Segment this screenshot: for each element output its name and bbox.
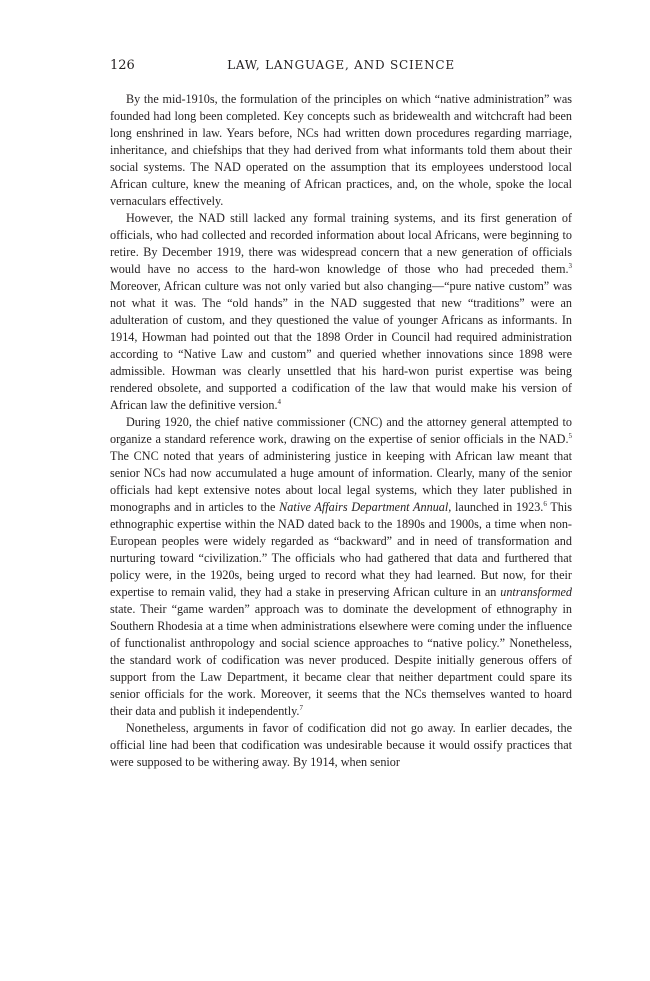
page-number: 126 (110, 58, 135, 73)
page-header (110, 58, 572, 74)
text-run: launched in 1923. (451, 500, 544, 514)
paragraph (110, 210, 572, 414)
body-text (110, 91, 572, 771)
footnote-ref: 7 (299, 704, 303, 712)
paragraph (110, 720, 572, 771)
text-run: Moreover, African culture was not only varied but also changing—“pure native custom” was not what it was. The “old hands” in the NAD suggested that new “traditions” were an adulteration of custom, and they questioned the value of younger Africans as informants. In 1914, Howman had pointed out that the 1898 Order in Council had required administration according to “Native Law and custom” and queried whether innovations since 1898 were admissible. Howman was clearly unsettled that his hard-won purist expertise was being rendered obsolete, and supported a codification of the law that would make his version of African law the definitive version. (110, 279, 572, 412)
footnote-ref: 4 (277, 398, 282, 406)
italic-text: untransformed (500, 585, 572, 599)
running-head: LAW, LANGUAGE, AND SCIENCE (227, 58, 455, 72)
text-run: However, the NAD still lacked any formal training systems, and its first generation of officials, who had collected and recorded information about local Africans, were beginning to retire. By December 1919, there was widespread concern that a new generation of officials would have no access to the hard-won knowledge of those who had preceded them. (110, 211, 572, 276)
footnote-ref: 6 (543, 500, 547, 508)
text-run: The CNC noted that years of administering justice in keeping with African law meant that senior NCs had now accumulated a huge amount of information. Clearly, many of the senior officials had kept extensive notes about local legal systems, which they later published in monographs and in articles to the (110, 449, 572, 514)
paragraph (110, 414, 572, 720)
text-run: By the mid-1910s, the formulation of the principles on which “native administration” was founded had long been completed. Key concepts such as bridewealth and witchcraft had been long enshrined in law. Years before, NCs had written down procedures regarding marriage, inheritance, and chiefships that they had derived from what informants told them about their social systems. The NAD operated on the assumption that its employees understood local African culture, knew the meaning of African practices, and, on the whole, spoke the local vernaculars effectively. (110, 92, 572, 208)
italic-text: Native Affairs Department Annual, (279, 500, 452, 514)
footnote-ref: 5 (568, 432, 572, 440)
text-run: This ethnographic expertise within the NAD dated back to the 1890s and 1900s, a time when non-European peoples were widely regarded as “backward” and in need of transformation and nurturing toward “civilization.” The officials who had gathered that data and furthered that policy were, in the 1920s, being urged to record what they had learned. But now, for their expertise to remain valid, they had a stake in preserving African culture in an (110, 500, 572, 599)
paragraph (110, 91, 572, 210)
text-run: Nonetheless, arguments in favor of codification did not go away. In earlier decades, the official line had been that codification was undesirable because it would ossify practices that were supposed to be withering away. By 1914, when senior (110, 721, 572, 769)
footnote-ref: 3 (568, 262, 572, 270)
text-run: During 1920, the chief native commissioner (CNC) and the attorney general attempted to organize a standard reference work, drawing on the expertise of senior officials in the NAD. (110, 415, 572, 446)
text-run: state. Their “game warden” approach was to dominate the development of ethnography in Southern Rhodesia at a time when administrations elsewhere were coming under the influence of functionalist anthropology and social science approaches to “native policy.” Nonetheless, the standard work of codification was never produced. Despite initially generous offers of support from the Law Department, it became clear that neither department could spare its senior officials for the work. Moreover, it seems that the NCs themselves wanted to hoard their data and publish it independently. (110, 602, 572, 718)
